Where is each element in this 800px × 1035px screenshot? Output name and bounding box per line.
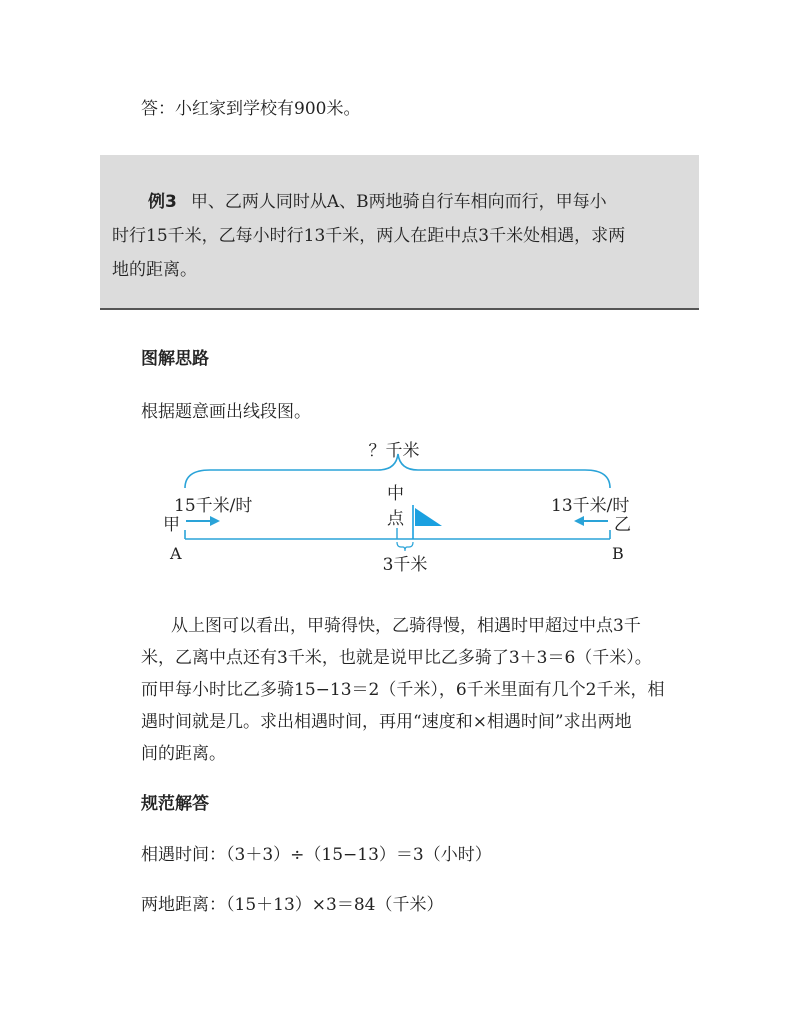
example-line-2: 时行15千米，乙每小时行13千米，两人在距中点3千米处相遇，求两: [112, 226, 626, 246]
midpoint-label-char-2: 点: [387, 509, 404, 529]
example-line-3: 地的距离。: [112, 260, 197, 280]
right-speed-label: 13千米/时: [551, 496, 630, 516]
analysis-line-1: 从上图可以看出，甲骑得快，乙骑得慢，相遇时甲超过中点3千: [171, 616, 641, 636]
right-arrowhead-icon: [574, 516, 584, 526]
diagram-intro: 根据题意画出线段图。: [141, 402, 311, 422]
midpoint-label-char-1: 中: [387, 484, 404, 504]
flag-icon: [415, 508, 442, 526]
example-box: [100, 155, 699, 310]
point-b-label: B: [612, 544, 624, 563]
section-heading-solution: 规范解答: [141, 794, 209, 814]
point-a-label: A: [170, 544, 182, 563]
analysis-line-3: 而甲每小时比乙多骑15−13＝2（千米），6千米里面有几个2千米，相: [141, 680, 665, 700]
line-segment-diagram: [0, 430, 800, 580]
analysis-line-2: 米，乙离中点还有3千米，也就是说甲比乙多骑了3＋3＝6（千米）。: [141, 648, 652, 668]
analysis-line-5: 间的距离。: [141, 744, 226, 764]
right-person-label: 乙: [614, 515, 631, 535]
example-line-1: 例3 甲、乙两人同时从A、B两地骑自行车相向而行，甲每小: [148, 192, 607, 212]
section-heading-thinking: 图解思路: [141, 349, 209, 369]
left-speed-label: 15千米/时: [174, 496, 253, 516]
gap-brace: [397, 542, 413, 551]
gap-label: 3千米: [382, 555, 428, 575]
previous-answer: 答：小红家到学校有900米。: [141, 99, 361, 119]
solution-step-2: 两地距离：（15＋13）×3＝84（千米）: [141, 895, 444, 915]
solution-step-1: 相遇时间：（3＋3）÷（15−13）＝3（小时）: [141, 845, 492, 865]
left-person-label: 甲: [163, 515, 180, 535]
example-label: 例3: [148, 192, 177, 212]
total-distance-label: ？千米: [368, 441, 420, 461]
analysis-line-4: 遇时间就是几。求出相遇时间，再用“速度和×相遇时间”求出两地: [141, 712, 632, 732]
left-arrowhead-icon: [210, 516, 220, 526]
